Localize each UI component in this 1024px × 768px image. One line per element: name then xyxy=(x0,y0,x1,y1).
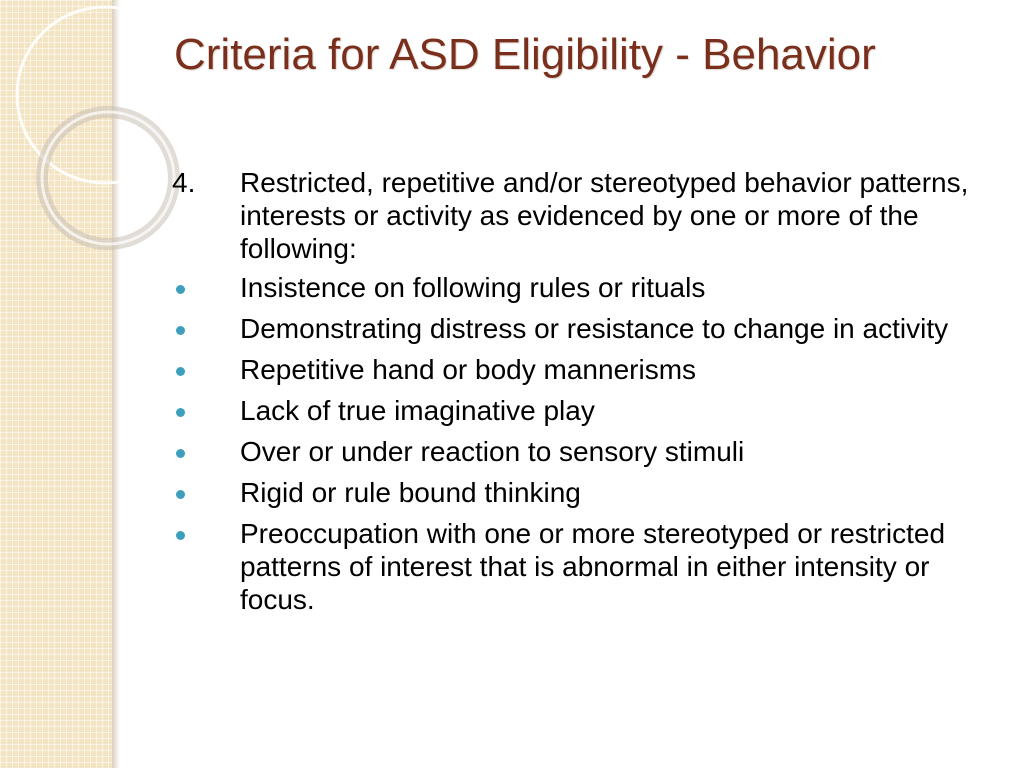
bullet-text: Rigid or rule bound thinking xyxy=(240,477,581,508)
list-item xyxy=(172,394,1002,427)
list-item xyxy=(172,435,1002,468)
list-item xyxy=(172,476,1002,509)
list-item xyxy=(172,353,1002,386)
list-item xyxy=(172,271,1002,304)
bullet-icon xyxy=(176,490,185,499)
item-number: 4. xyxy=(172,167,196,198)
decorative-circle-small-highlight xyxy=(42,112,174,244)
numbered-item xyxy=(172,166,1002,265)
bullet-text: Lack of true imaginative play xyxy=(240,395,595,426)
bullet-icon xyxy=(176,285,185,294)
bullet-text: Demonstrating distress or resistance to change in activity xyxy=(240,313,949,344)
bullet-icon xyxy=(176,408,185,417)
bullet-icon xyxy=(176,367,185,376)
bullet-icon xyxy=(176,326,185,335)
bullet-text: Preoccupation with one or more stereotyped or restricted patterns of interest that is abnormal in either intensity or focus. xyxy=(240,518,946,615)
bullet-icon xyxy=(176,449,185,458)
decorative-circles xyxy=(0,0,130,260)
bullet-text: Insistence on following rules or rituals xyxy=(240,272,706,303)
bullet-text: Over or under reaction to sensory stimuli xyxy=(240,436,745,467)
list-item xyxy=(172,517,1002,616)
slide-body xyxy=(172,166,1002,624)
bullet-text: Repetitive hand or body mannerisms xyxy=(240,354,697,385)
item-text: Restricted, repetitive and/or stereotyped behavior patterns, interests or activity as evidenced by one or more of the following: xyxy=(240,167,969,264)
bullet-icon xyxy=(176,531,185,540)
slide-title: Criteria for ASD Eligibility - Behavior xyxy=(174,30,876,79)
list-item xyxy=(172,312,1002,345)
bullet-list xyxy=(172,271,1002,616)
